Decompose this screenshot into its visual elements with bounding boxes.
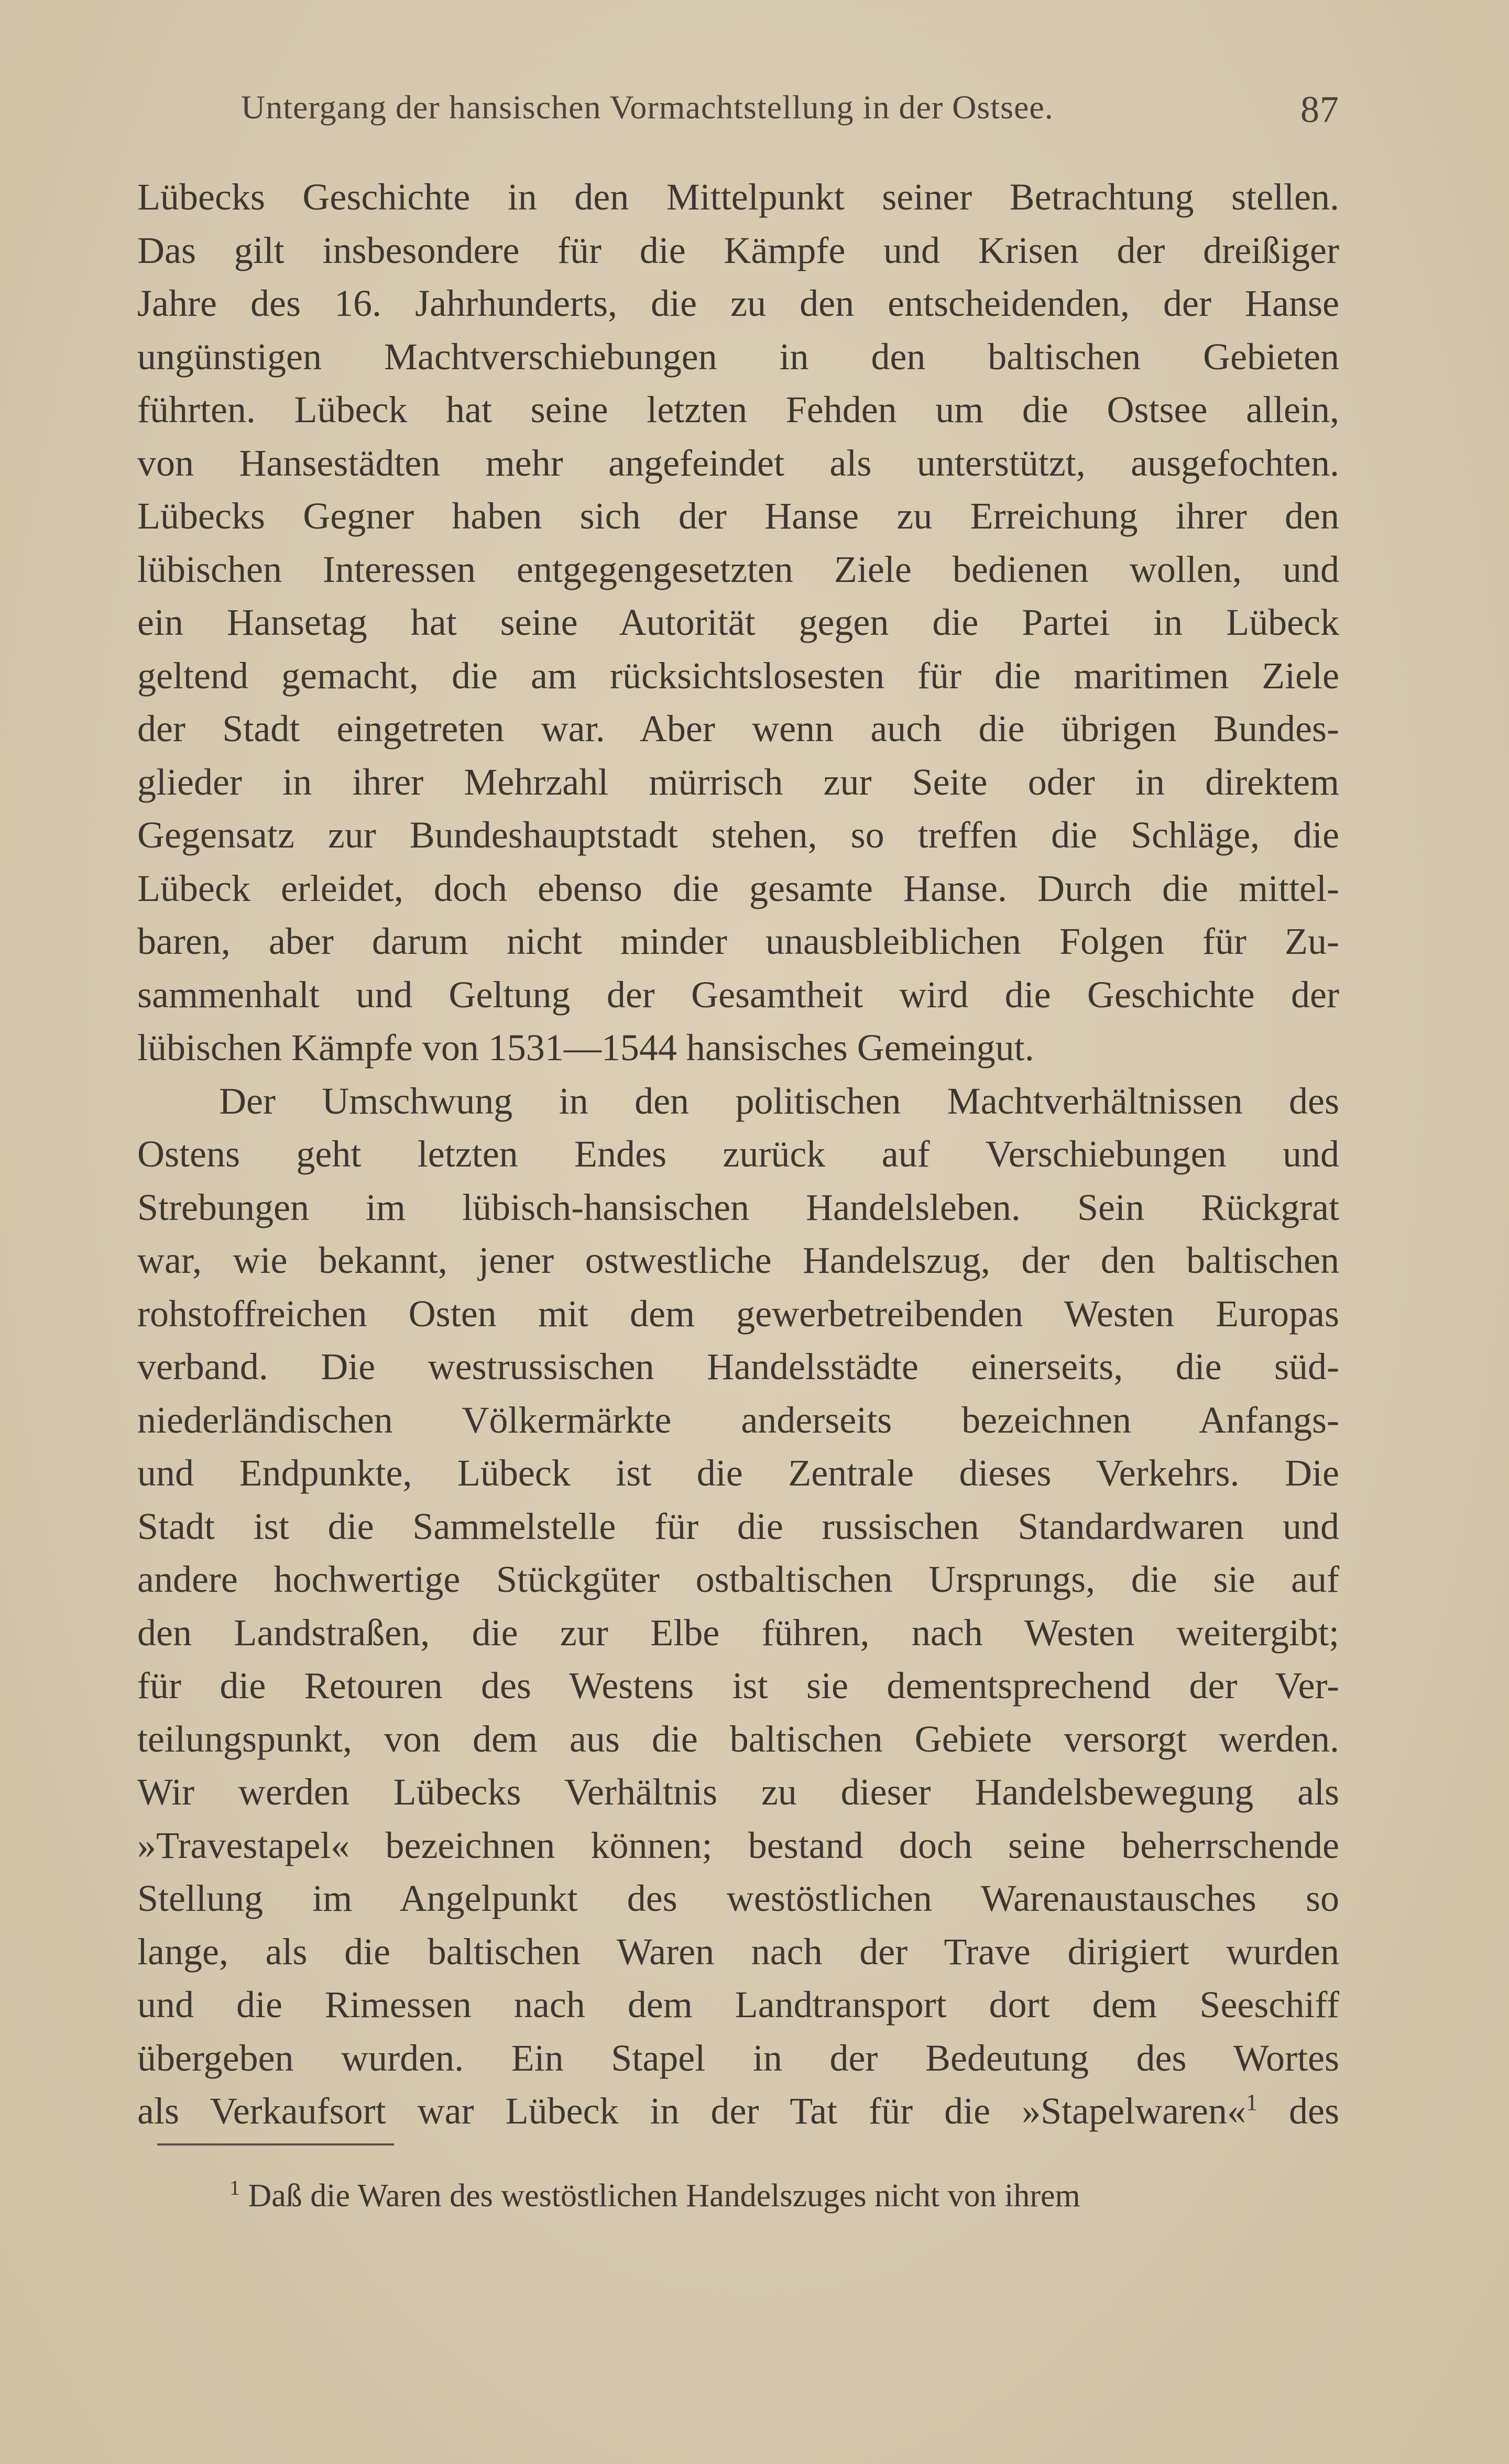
text-segment: des [1257,2090,1339,2132]
text-line-with-footnote-ref [137,2085,1339,2138]
text-line: Wir werden Lübecks Verhältnis zu dieser Handelsbewegung als [137,1771,1339,1813]
text-line: war, wie bekannt, jener ostwestliche Handelszug, der den baltischen [137,1239,1339,1281]
text-line: niederländischen Völkermärkte anderseits bezeichnen Anfangs- [137,1399,1339,1441]
text-line: rohstoffreichen Osten mit dem gewerbetreibenden Westen Europas [137,1292,1339,1335]
footnote [229,2164,1339,2212]
text-line: der Stadt eingetreten war. Aber wenn auch die übrigen Bundes- [137,708,1339,750]
text-line: übergeben wurden. Ein Stapel in der Bedeutung des Wortes [137,2037,1339,2079]
text-line: Stadt ist die Sammelstelle für die russischen Standardwaren und [137,1505,1339,1547]
footnote-marker: 1 [229,2176,240,2199]
text-line: ungünstigen Machtverschiebungen in den baltischen Gebieten [137,335,1339,378]
text-line: und Endpunkte, Lübeck ist die Zentrale dieses Verkehrs. Die [137,1452,1339,1494]
text-line: Gegensatz zur Bundeshauptstadt stehen, so treffen die Schläge, die [137,814,1339,856]
page-number: 87 [1300,89,1339,130]
body-text [137,171,1339,2138]
text-line: glieder in ihrer Mehrzahl mürrisch zur Seite oder in direktem [137,761,1339,803]
text-line: Der Umschwung in den politischen Machtverhältnissen des [219,1080,1339,1122]
text-line: andere hochwertige Stückgüter ostbaltischen Ursprungs, die sie auf [137,1558,1339,1600]
text-line: Jahre des 16. Jahrhunderts, die zu den entscheidenden, der Hanse [137,282,1339,324]
text-line: verband. Die westrussischen Handelsstädte einerseits, die süd- [137,1346,1339,1388]
text-line: Lübeck erleidet, doch ebenso die gesamte Hanse. Durch die mittel- [137,867,1339,909]
text-line: von Hansestädten mehr angefeindet als unterstützt, ausgefochten. [137,442,1339,484]
text-line: Strebungen im lübisch-hansischen Handelsleben. Sein Rückgrat [137,1186,1339,1228]
running-title: Untergang der hansischen Vormachtstellung in der Ostsee. [241,89,1054,126]
text-line: baren, aber darum nicht minder unausbleiblichen Folgen für Zu- [137,920,1339,962]
text-line: den Landstraßen, die zur Elbe führen, nach Westen weitergibt; [137,1611,1339,1654]
text-line: geltend gemacht, die am rücksichtslosesten für die maritimen Ziele [137,654,1339,697]
text-line: und die Rimessen nach dem Landtransport dort dem Seeschiff [137,1984,1339,2026]
footnote-separator [157,2143,394,2146]
text-line: Ostens geht letzten Endes zurück auf Verschiebungen und [137,1133,1339,1175]
footnote-reference[interactable]: 1 [1245,2089,1258,2115]
text-line: lübischen Interessen entgegengesetzten Ziele bedienen wollen, und [137,548,1339,590]
footnote-text: Daß die Waren des westöstlichen Handelszuges nicht von ihrem [248,2178,1080,2214]
text-line: für die Retouren des Westens ist sie dementsprechend der Ver- [137,1665,1339,1707]
text-line: führten. Lübeck hat seine letzten Fehden um die Ostsee allein, [137,389,1339,431]
text-segment: als Verkaufsort war Lübeck in der Tat für die »Stapelwaren« [137,2090,1246,2132]
text-line: lange, als die baltischen Waren nach der Trave dirigiert wurden [137,1930,1339,1973]
running-header [241,88,1339,130]
text-line: teilungspunkt, von dem aus die baltischen Gebiete versorgt werden. [137,1718,1339,1760]
text-line: Stellung im Angelpunkt des westöstlichen Warenaustausches so [137,1877,1339,1919]
text-line: »Travestapel« bezeichnen können; bestand doch seine beherrschende [137,1824,1339,1866]
text-line: ein Hansetag hat seine Autorität gegen die Partei in Lübeck [137,601,1339,643]
text-line: Lübecks Gegner haben sich der Hanse zu Erreichung ihrer den [137,495,1339,537]
text-line: lübischen Kämpfe von 1531—1544 hansisches Gemeingut. [137,1027,1034,1069]
text-line: Das gilt insbesondere für die Kämpfe und Krisen der dreißiger [137,229,1339,271]
text-line: sammenhalt und Geltung der Gesamtheit wird die Geschichte der [137,973,1339,1016]
text-line: Lübecks Geschichte in den Mittelpunkt seiner Betrachtung stellen. [137,176,1339,218]
